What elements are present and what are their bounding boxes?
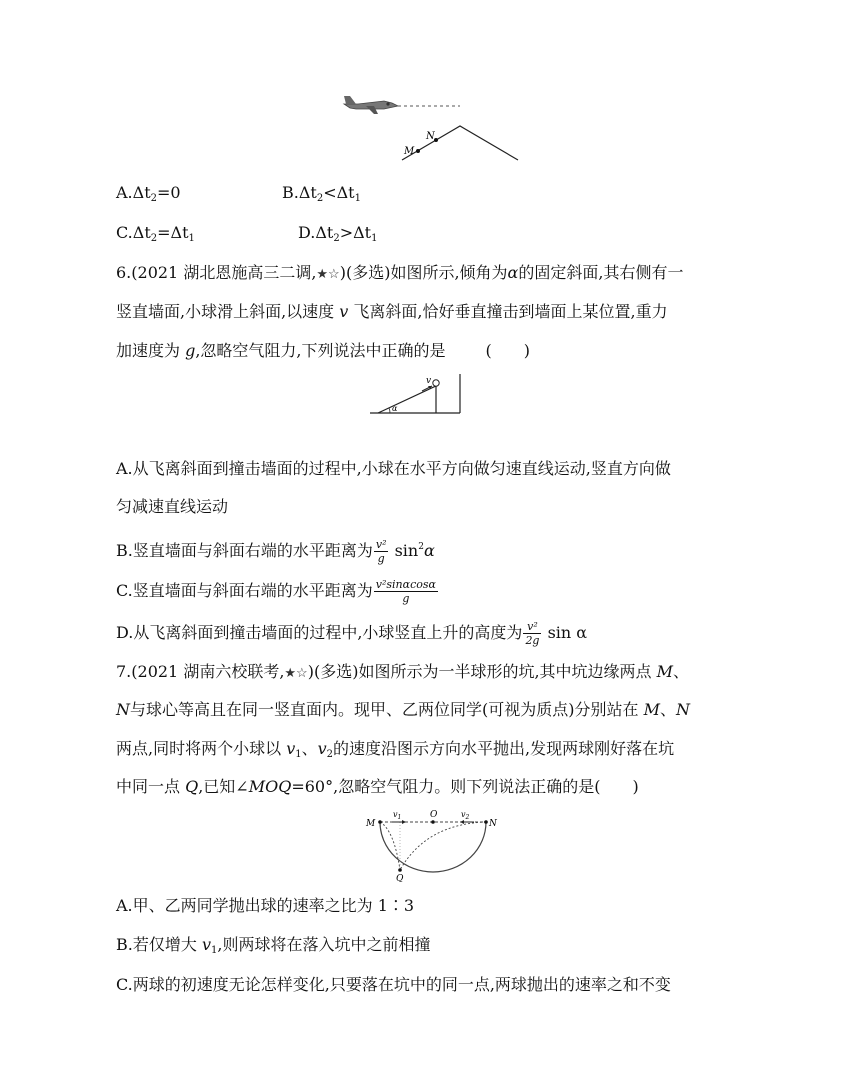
- fraction: $\frac{\text{v²}}{g}$: [375, 538, 387, 565]
- label-v1: $v_1$: [393, 810, 402, 821]
- label-M: M: [366, 819, 376, 829]
- label-v: v: [426, 376, 432, 386]
- q6-option-c: C.竖直墙面与斜面右端的水平距离为 $\frac{\text{v²sinαcosα}}{g}$: [116, 578, 436, 605]
- fraction: $\frac{\text{v²}}{2g}$: [525, 620, 540, 647]
- ball-icon: [433, 380, 439, 386]
- incline-wall-figure: [368, 372, 464, 416]
- airplane-icon: [344, 96, 398, 114]
- label-N: N: [489, 819, 497, 829]
- point-M-dot: [416, 149, 420, 153]
- label-M: M: [404, 146, 415, 157]
- difficulty-star-icon: ★☆: [316, 267, 340, 282]
- q7-stem-line-2: N与球心等高且在同一竖直面内。现甲、乙两位同学(可视为质点)分别站在 M、N: [116, 700, 690, 719]
- plane-slope-figure: [340, 92, 530, 168]
- label-alpha: α: [392, 404, 398, 413]
- difficulty-star-icon: ★☆: [284, 666, 308, 681]
- fraction: $\frac{\text{v²sinαcosα}}{g}$: [375, 578, 436, 605]
- q6-stem-line-1: 6.(2021 湖北恩施高三二调,★☆)(多选)如图所示,倾角为α的固定斜面,其右侧有一: [116, 263, 684, 282]
- q7-option-b: B.若仅增大 $v_1$,则两球将在落入坑中之前相撞: [116, 935, 431, 956]
- label-Q: Q: [396, 874, 404, 882]
- triangle-slope: [402, 126, 518, 160]
- incline-triangle: [378, 386, 436, 413]
- q5-option-c: $C.\Delta t_2=\Delta t_1$: [116, 223, 195, 244]
- trajectory-1: [380, 822, 400, 870]
- q7-stem-line-1: 7.(2021 湖南六校联考,★☆)(多选)如图所示为一半球形的坑,其中坑边缘两点 M、: [116, 662, 690, 681]
- answer-blank: ( ): [485, 341, 531, 360]
- hemisphere-pit-figure: [362, 808, 502, 882]
- q6-option-a-line-2: 匀减速直线运动: [116, 497, 229, 516]
- label-v2: $v_2$: [461, 810, 470, 821]
- q7-option-c: C.两球的初速度无论怎样变化,只要落在坑中的同一点,两球抛出的速率之和不变: [116, 975, 671, 994]
- q6-stem-line-3: 加速度为 g,忽略空气阻力,下列说法中正确的是 ( ): [116, 341, 531, 360]
- q6-option-a-line-1: A.从飞离斜面到撞击墙面的过程中,小球在水平方向做匀速直线运动,竖直方向做: [116, 459, 671, 478]
- q5-option-d: $D.\Delta t_2>\Delta t_1$: [298, 223, 378, 244]
- q7-stem-line-3: 两点,同时将两个小球以 $v_1$、$v_2$的速度沿图示方向水平抛出,发现两球刚好落在坑: [116, 739, 675, 760]
- q6-option-b: B.竖直墙面与斜面右端的水平距离为 $\frac{\text{v²}}{g}$ $\sin^2\alpha$: [116, 538, 435, 565]
- q6-option-d: D.从飞离斜面到撞击墙面的过程中,小球竖直上升的高度为 $\frac{\text{v²}}{2g}$ sin α: [116, 620, 588, 647]
- q5-option-a: $A.\Delta t_2=0$: [116, 183, 181, 204]
- trajectory-2: [400, 822, 486, 870]
- pit-arc: [380, 822, 486, 872]
- q6-stem-line-2: 竖直墙面,小球滑上斜面,以速度 v 飞离斜面,恰好垂直撞击到墙面上某位置,重力: [116, 302, 668, 321]
- q5-option-b: $B.\Delta t_2<\Delta t_1$: [282, 183, 361, 204]
- q7-stem-line-4: 中同一点 Q,已知∠MOQ=60°,忽略空气阻力。则下列说法正确的是( ): [116, 777, 639, 796]
- label-N: N: [426, 131, 435, 142]
- label-O: O: [430, 810, 438, 820]
- q7-option-a: A.甲、乙两同学抛出球的速率之比为 1∶3: [116, 896, 415, 915]
